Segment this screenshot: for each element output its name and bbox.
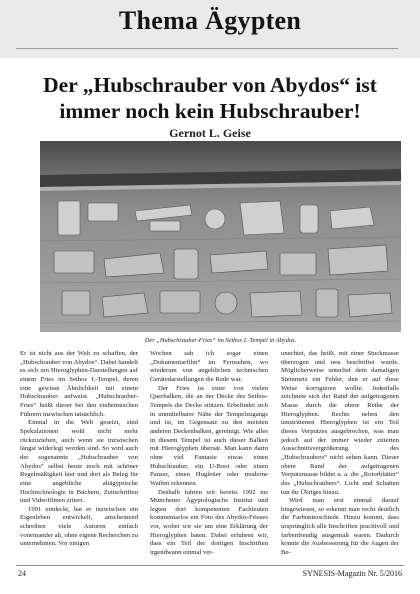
frieze-photo-illustration (40, 141, 401, 332)
paragraph: Deshalb fuhren wir bereits 1992 ins Münchener Ägyptologische Institut und legten dort kompetenten Fachleuten kommentarlos ein Foto des Abydos-Frieses vor, wobei wir sie um eine Erklärung der Hieroglyphen baten. Dabei erfuhren wir, dass ein Teil der dortigen Inschriften irgendwann einmal ver- (150, 488, 268, 557)
photo-caption: Der „Hubschrauber-Fries“ im Sethos I.-Tempel in Abydos. (144, 337, 297, 344)
article-author: Gernot L. Geise (169, 126, 251, 140)
paragraph: Einmal in die Welt gesetzt, sind Spekulationen wohl nicht mehr rückzuziehen, auch wenn sie inzwischen längst widerlegt worden sind. So wird auch der sogenannte „Hubschrauber von Abydos“ selbst heute noch mit schöner Regelmäßigkeit hier und dort als Beleg für eine angebliche altägyptische Hochtechnologie in Büchern, Zeitschriften und Videofilmen zitiert. (20, 419, 138, 505)
footer-rule (16, 565, 404, 566)
headline-line-1: Der „Hubschrauber von Abydos“ ist (43, 73, 377, 97)
text-column-1 (20, 350, 138, 564)
page-number: 24 (18, 569, 26, 578)
paragraph: Wochen sah ich sogar einen „Dokumentarfilm“ im Fernsehen, wo wiederum von angeblichen technischen Gerätedarstellungen die Rede war. (150, 350, 268, 383)
frieze-photo (40, 141, 401, 332)
magazine-issue: SYNESIS-Magazin Nr. 5/2016 (302, 569, 402, 578)
paragraph: 1991 entdeckt, hat er inzwischen ein Eigenleben entwickelt, anscheinend schreiben viele Autoren einfach voneinander ab, ohne eigene Recherchen zu unternehmen. Vor einigen (20, 505, 138, 548)
header-band (0, 0, 420, 58)
text-column-3 (281, 350, 399, 564)
headline-line-2: immer noch kein Hubschrauber! (59, 99, 361, 123)
section-rubric: Thema Ägypten (118, 6, 302, 35)
paragraph: Wird man erst einmal darauf hingewiesen, so erkennt man recht deutlich die Farbunterschiede. Hinzu kommt, dass ursprünglich alle Inschriften prachtvoll und farbenfreudig ausgemalt waren. Dadurch konnte die Ausbesserung für die Augen der Be- (281, 497, 399, 557)
article-headline (20, 72, 400, 124)
text-column-2 (150, 350, 268, 564)
paragraph: Der Fries ist einer von vielen Querbalken, die an der Decke des Sethos-Tempels die Decke stützen. Erbefindet sich in unmittelbarer Nähe der Tempelzugangs und ist, im Gegensatz zu den meisten anderen Deckenbalken, gereinigt. Wie alles in diesem Tempel ist auch dieser Balken mit Hieroglyphen übersät. Man kann darin ohne viel Fantasie etwas einen Hubschrauber, ein U-Boot oder einen Panzer, einen Hugleiter oder moderne Waffen erkennen. (150, 384, 268, 487)
header-rule (16, 48, 398, 49)
paragraph: Er ist nicht aus der Welt zu schaffen, der „Hubschrauber von Abydos“. Dabei handelt es sich um Hieroglyphen-Darstellungen auf einem Fries im Sethos I.-Tempel, deren eine gewisse Ähnlichkeit mit einem Hubschrauber aufweist. „Hubschrauber-Fries“ heißt dieser bei den einheimischen Führern inzwischen tatsächlich. (20, 350, 138, 418)
paragraph: unechtet, das heißt, mit einer Stuckmasse überzogen und neu beschriftet wurde. Möglicherweise unterlief dem damaligen Steinmetz ein Fehler, den er auf diese Weise korrigieren wollte. Jedenfalls zeichnete sich der Rand der aufgetragenen Masse durch die obere Reihe der Hieroglyphen. Rechts neben den umstrittenen Hieroglyphen ist ein Teil dieses Verputzes ausgebrochen, was man jedoch auf der immer wieder zitierten Ausschnittsvergrößerung des „Hubschraubers“ nicht sehen kann. Dieser obere Rand der aufgetragenen Verputzmasse bildet u. a. die „Rotorblätter“ des „Hubschraubers“. Licht und Schatten tun ihr Übriges hinzu. (281, 350, 399, 496)
